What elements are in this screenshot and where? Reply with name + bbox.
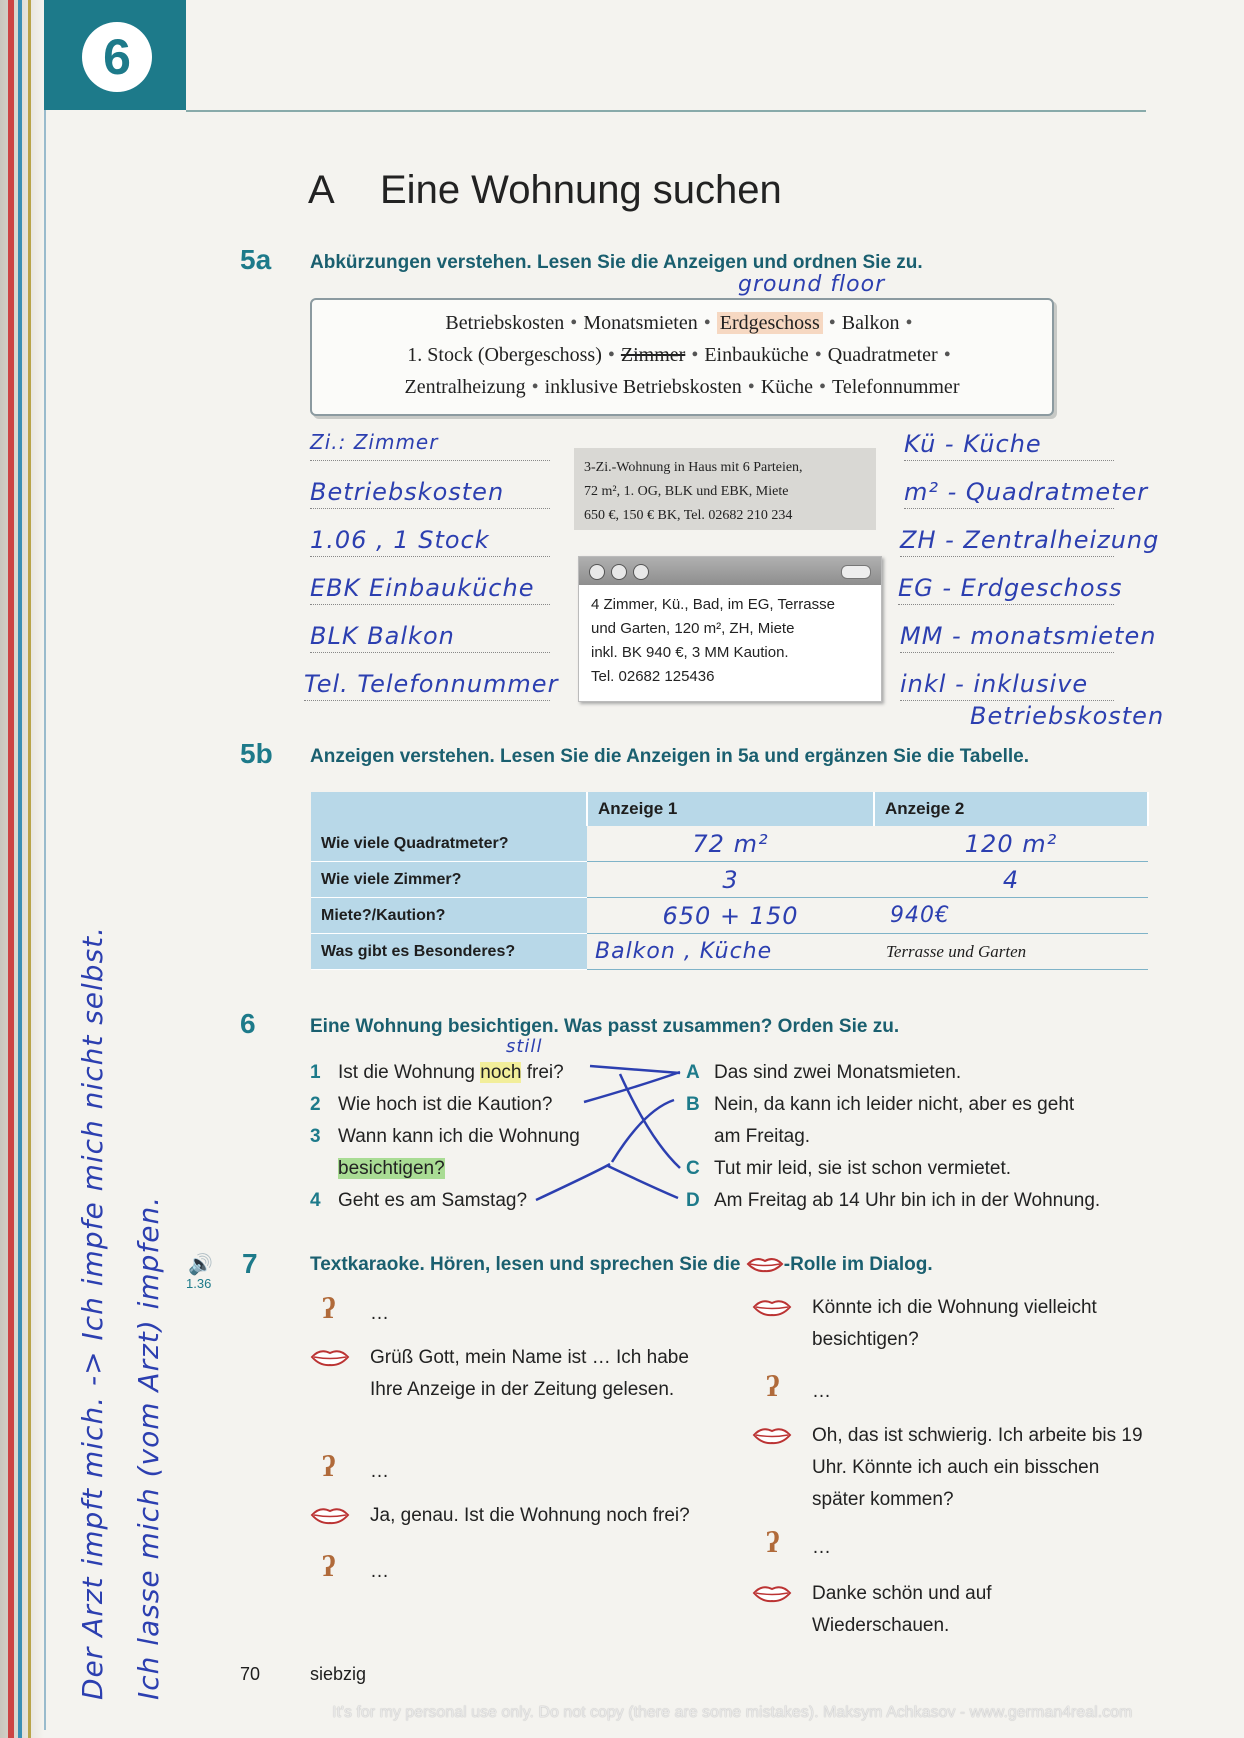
speaker-icon[interactable]: 🔊 [188, 1252, 213, 1276]
ad-text: 72 m², 1. OG, BLK und EBK, Miete [584, 484, 789, 499]
lips-icon [746, 1255, 784, 1273]
item-text: Geht es am Samstag? [338, 1190, 528, 1211]
item-letter: C [686, 1158, 700, 1179]
answer-cell[interactable]: 120 m² [874, 826, 1148, 862]
highlighted-word: noch [480, 1062, 522, 1083]
ear-icon: ʔ [322, 1292, 336, 1325]
ear-icon: ʔ [766, 1526, 780, 1559]
ad-text: 650 €, 150 € BK, Tel. 02682 210 234 [584, 508, 793, 523]
word-box-line: Zentralheizung • inklusive Betriebskosten • Küche • Telefonnummer [404, 376, 960, 398]
item-text: Das sind zwei Monatsmieten. [714, 1062, 962, 1083]
dialogue-line: Ja, genau. Ist die Wohnung noch frei? [370, 1505, 690, 1526]
dialogue-line: Danke schön und auf Wiederschauen. [812, 1583, 992, 1636]
item-text: frei? [521, 1062, 564, 1083]
audio-track: 1.36 [186, 1276, 212, 1291]
handwritten-note: ground floor [738, 272, 886, 297]
exercise-instruction: Abkürzungen verstehen. Lesen Sie die Anzeigen und ordnen Sie zu. [310, 252, 923, 273]
ear-icon: ʔ [322, 1450, 336, 1483]
exercise-instruction: Eine Wohnung besichtigen. Was passt zusammen? Orden Sie zu. [310, 1016, 900, 1037]
answer-cell[interactable]: 72 m² [587, 826, 874, 862]
handwritten-note: still [506, 1036, 543, 1057]
word: Quadratmeter [827, 344, 938, 366]
item-letter: A [686, 1062, 700, 1083]
margin-note: Der Arzt impft mich. -> Ich impfe mich nicht selbst. [76, 925, 109, 1700]
dialogue-line: Grüß Gott, mein Name ist … Ich habe Ihre Anzeige in der Zeitung gelesen. [370, 1347, 689, 1400]
answer-line[interactable]: inkl - inklusive [900, 670, 1114, 701]
item-number: 3 [310, 1126, 321, 1147]
answer-line[interactable]: EBK Einbauküche [310, 574, 550, 605]
watermark: It's for my personal use only. Do not copy (there are some mistakes). Maksym Achkasov - www.german4real.com [332, 1704, 1133, 1721]
exercise-number: 5a [240, 244, 272, 275]
item-text: Wann kann ich die Wohnung [338, 1126, 580, 1147]
row-question: Wie viele Quadratmeter? [311, 826, 587, 862]
word-box-line: Betriebskosten • Monatsmieten • Erdgeschoss • Balkon • [445, 312, 913, 334]
word: 1. Stock (Obergeschoss) [407, 344, 602, 366]
exercise-number: 7 [242, 1248, 258, 1279]
table-header: Anzeige 2 [874, 792, 1148, 826]
answer-cell[interactable]: Terrasse und Garten [874, 934, 1148, 970]
word: Telefonnummer [832, 376, 960, 398]
answer-line[interactable]: Zi.: Zimmer [310, 430, 550, 461]
match-line [590, 1066, 680, 1073]
item-text: am Freitag. [714, 1126, 811, 1147]
ad-text: 4 Zimmer, Kü., Bad, im EG, Terrasse [591, 596, 835, 613]
ear-icon: ʔ [322, 1550, 336, 1583]
row-question: Miete?/Kaution? [311, 898, 587, 934]
highlighted-word: besichtigen? [338, 1158, 445, 1179]
word: inklusive Betriebskosten [544, 376, 742, 398]
item-text: Tut mir leid, sie ist schon vermietet. [714, 1158, 1012, 1179]
row-question: Was gibt es Besonderes? [311, 934, 587, 970]
word-box-line: 1. Stock (Obergeschoss) • Zimmer • Einbauküche • Quadratmeter • [407, 344, 951, 366]
answer-line[interactable]: 1.06 , 1 Stock [310, 526, 550, 557]
section-letter: A [308, 168, 335, 212]
answer-continuation: Betriebskosten [970, 702, 1165, 730]
lips-icon [752, 1424, 792, 1446]
dialogue-line: … [370, 1461, 389, 1482]
ad-text: inkl. BK 940 €, 3 MM Kaution. [591, 644, 789, 661]
item-text: Am Freitag ab 14 Uhr bin ich in der Wohnung. [714, 1190, 1101, 1211]
exercise-instruction [310, 1254, 933, 1276]
margin-note: Ich lasse mich (vom Arzt) impfen. [132, 1195, 165, 1700]
instruction-text: -Rolle im Dialog. [783, 1254, 933, 1275]
answer-cell[interactable]: 650 + 150 [587, 898, 874, 934]
lips-icon [310, 1504, 350, 1526]
page-title: Eine Wohnung suchen [380, 168, 782, 212]
word: Monatsmieten [583, 312, 698, 334]
item-text: Nein, da kann ich leider nicht, aber es geht [714, 1094, 1075, 1115]
match-line [536, 1164, 610, 1200]
item-text: Wie hoch ist die Kaution? [338, 1094, 553, 1115]
word: Betriebskosten [445, 312, 565, 334]
answer-cell[interactable]: Balkon , Küche [587, 934, 874, 970]
lips-icon [310, 1346, 350, 1368]
word: Einbauküche [704, 344, 809, 366]
page-number: 70 [240, 1664, 261, 1684]
lips-icon [752, 1582, 792, 1604]
dialogue-line: … [812, 1537, 831, 1558]
item-number: 1 [310, 1062, 321, 1083]
exercise-instruction: Anzeigen verstehen. Lesen Sie die Anzeigen in 5a und ergänzen Sie die Tabelle. [310, 746, 1030, 767]
answer-cell[interactable]: 3 [587, 862, 874, 898]
answer-cell[interactable]: 940€ [874, 898, 1148, 934]
ad-text: Tel. 02682 125436 [591, 668, 715, 685]
dialogue-line: Könnte ich die Wohnung vielleicht besichtigen? [812, 1297, 1097, 1350]
answer-line[interactable]: ZH - Zentralheizung [900, 526, 1114, 557]
answer-line[interactable]: Betriebskosten [310, 478, 550, 509]
lips-icon [752, 1296, 792, 1318]
answer-line[interactable]: Kü - Küche [904, 430, 1114, 461]
item-letter: B [686, 1094, 700, 1115]
instruction-text: Textkaraoke. Hören, lesen und sprechen Sie die [310, 1254, 746, 1275]
answer-line[interactable]: EG - Erdgeschoss [898, 574, 1114, 605]
item-letter: D [686, 1190, 700, 1211]
word: Zentralheizung [404, 376, 526, 398]
unit-number: 6 [82, 22, 152, 92]
answer-line[interactable]: m² - Quadratmeter [904, 478, 1114, 509]
item-number: 2 [310, 1094, 321, 1115]
dialogue-line: Oh, das ist schwierig. Ich arbeite bis 19 Uhr. Könnte ich auch ein bisschen später kommen? [812, 1425, 1143, 1510]
dialogue-line: … [812, 1381, 831, 1402]
item-text: Ist die Wohnung [338, 1062, 481, 1083]
table-header: Anzeige 1 [587, 792, 874, 826]
word: Küche [760, 376, 814, 398]
answer-line[interactable]: MM - monatsmieten [900, 622, 1114, 653]
word: Balkon [841, 312, 900, 334]
word-crossed-out: Zimmer [620, 344, 686, 366]
dialogue-line: … [370, 1561, 389, 1582]
exercise-number: 6 [240, 1008, 256, 1039]
item-number: 4 [310, 1190, 321, 1211]
exercise-number: 5b [240, 738, 273, 769]
answer-cell[interactable]: 4 [874, 862, 1148, 898]
ad-text: 3-Zi.-Wohnung in Haus mit 6 Parteien, [584, 460, 803, 475]
page-number-word: siebzig [310, 1664, 367, 1684]
dialogue-line: … [370, 1303, 389, 1324]
row-question: Wie viele Zimmer? [311, 862, 587, 898]
answer-line[interactable]: Tel. Telefonnummer [304, 670, 550, 701]
ad-text: und Garten, 120 m², ZH, Miete [591, 620, 795, 637]
match-line [608, 1166, 678, 1198]
word-highlighted: Erdgeschoss [717, 312, 823, 334]
ear-icon: ʔ [766, 1370, 780, 1403]
answer-line[interactable]: BLK Balkon [310, 622, 550, 653]
